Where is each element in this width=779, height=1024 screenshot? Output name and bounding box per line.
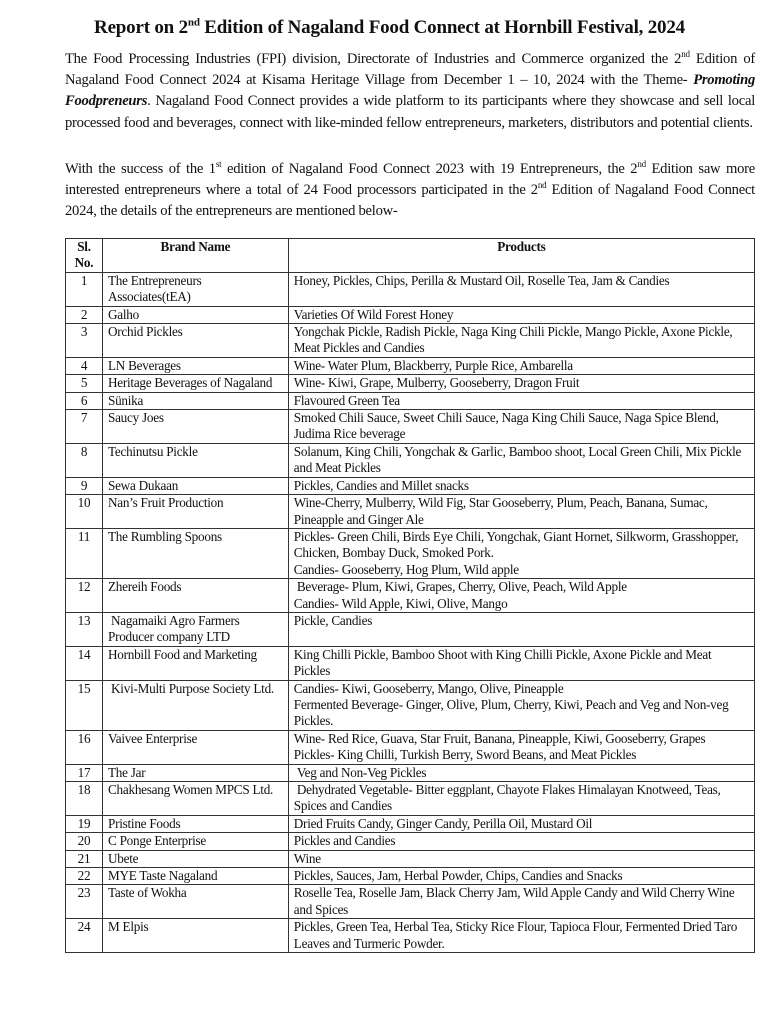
table-row [66,579,755,613]
product-line: Wine- Red Rice, Guava, Star Fruit, Banana, Pineapple, Kiwi, Gooseberry, Grapes [293,730,706,746]
title-text-after: Edition of Nagaland Food Connect at Hornbill Festival, 2024 [199,17,685,38]
cell-brand-name: MYE Taste Nagaland [102,868,288,885]
cell-sl-no: 18 [66,782,103,816]
table-row [66,375,755,392]
intro-text-2: Edition of Nagaland Food Connect 2024 at Kisama Heritage Village from December 1 – 10, 2024 with the Theme- [65,51,755,89]
table-row [66,324,755,358]
cell-products [288,612,754,646]
intro-paragraph [65,49,755,134]
table-row [66,868,755,885]
participation-sup-3: nd [537,180,547,191]
cell-sl-no: 13 [66,612,103,646]
cell-products [288,306,754,323]
cell-products [288,392,754,409]
cell-sl-no: 17 [66,764,103,781]
participation-text-4: Edition of Nagaland Food Connect 2024, the details of the entrepreneurs are mentioned below- [65,182,755,220]
cell-products [288,730,754,764]
cell-brand-name: M Elpis [102,919,288,953]
cell-sl-no: 15 [66,680,103,730]
participation-paragraph [65,159,755,223]
cell-sl-no: 4 [66,357,103,374]
table-row [66,410,755,444]
cell-sl-no: 8 [66,443,103,477]
cell-sl-no: 20 [66,833,103,850]
cell-sl-no: 24 [66,919,103,953]
intro-text-1: The Food Processing Industries (FPI) division, Directorate of Industries and Commerce organized the 2 [65,51,682,67]
cell-products [288,885,754,919]
product-line: Yongchak Pickle, Radish Pickle, Naga King Chili Pickle, Mango Pickle, Axone Pickle, Meat Pickles and Candies [293,324,733,356]
product-line: Smoked Chili Sauce, Sweet Chili Sauce, Naga King Chili Sauce, Naga Spice Blend, Judima Rice beverage [293,410,719,442]
product-line: Wine-Cherry, Mulberry, Wild Fig, Star Gooseberry, Plum, Peach, Banana, Sumac, Pineapple and Ginger Ale [293,495,708,527]
cell-brand-name: Heritage Beverages of Nagaland [102,375,288,392]
table-header-row [66,239,755,273]
product-line: Flavoured Green Tea [293,392,400,408]
cell-brand-name: Pristine Foods [102,815,288,832]
cell-sl-no: 23 [66,885,103,919]
product-line: Candies- Kiwi, Gooseberry, Mango, Olive, Pineapple [293,680,564,696]
product-line: Roselle Tea, Roselle Jam, Black Cherry Jam, Wild Apple Candy and Wild Cherry Wine and Spices [293,885,735,917]
cell-brand-name: The Entrepreneurs Associates(tEA) [102,272,288,306]
table-row [66,357,755,374]
cell-sl-no: 12 [66,579,103,613]
product-line: Beverage- Plum, Kiwi, Grapes, Cherry, Olive, Peach, Wild Apple [293,579,627,595]
product-line: Pickles- King Chilli, Turkish Berry, Sword Beans, and Meat Pickles [293,747,637,763]
intro-sup-1: nd [681,49,690,60]
product-line: Solanum, King Chili, Yongchak & Garlic, Bamboo shoot, Local Green Chili, Mix Pickle and Meat Pickles [293,443,742,476]
table-row [66,833,755,850]
cell-sl-no: 9 [66,477,103,494]
product-line: Pickle, Candies [293,612,373,628]
cell-products [288,782,754,816]
cell-products [288,443,754,477]
cell-products [288,646,754,680]
title-superscript: nd [187,16,200,29]
cell-brand-name: Saucy Joes [102,410,288,444]
product-line: Candies- Wild Apple, Kiwi, Olive, Mango [293,595,508,611]
product-line: Dried Fruits Candy, Ginger Candy, Perilla Oil, Mustard Oil [293,815,593,831]
participation-text-3: Edition saw more interested entrepreneurs where a total of 24 Food processors participated in the 2 [65,161,755,199]
table-row [66,495,755,529]
product-line: Wine- Water Plum, Blackberry, Purple Rice, Ambarella [293,357,573,373]
table-row [66,730,755,764]
cell-brand-name: Sewa Dukaan [102,477,288,494]
cell-brand-name: Nagamaiki Agro Farmers Producer company LTD [102,612,288,646]
table-row [66,477,755,494]
header-sl-no: Sl. No. [66,239,103,273]
cell-products [288,495,754,529]
product-line: Fermented Beverage- Ginger, Olive, Plum, Cherry, Kiwi, Peach and Veg and Non-veg Pickles. [293,696,729,729]
cell-brand-name: The Rumbling Spoons [102,528,288,578]
cell-products [288,528,754,578]
header-brand-name: Brand Name [102,239,288,273]
product-line: Dehydrated Vegetable- Bitter eggplant, Chayote Flakes Himalayan Knotweed, Teas, Spices and Candies [293,782,721,814]
cell-products [288,680,754,730]
cell-products [288,272,754,306]
product-line: Pickles and Candies [293,833,396,849]
cell-sl-no: 10 [66,495,103,529]
intro-text-3: . Nagaland Food Connect provides a wide platform to its participants where they showcase and sell local processed food and beverages, connect with like-minded fellow entrepreneurs, marketers, distributors and potential clients. [65,93,755,131]
table-row [66,612,755,646]
product-line: Wine [293,850,321,866]
cell-products [288,324,754,358]
cell-products [288,850,754,867]
cell-brand-name: Taste of Wokha [102,885,288,919]
table-row [66,306,755,323]
cell-products [288,375,754,392]
cell-products [288,833,754,850]
cell-sl-no: 21 [66,850,103,867]
table-row [66,443,755,477]
cell-sl-no: 11 [66,528,103,578]
cell-products [288,868,754,885]
cell-brand-name: Kivi-Multi Purpose Society Ltd. [102,680,288,730]
participation-text-1: With the success of the 1 [65,161,216,177]
table-row [66,919,755,953]
header-products: Products [288,239,754,273]
product-line: Wine- Kiwi, Grape, Mulberry, Gooseberry, Dragon Fruit [293,375,580,391]
cell-sl-no: 6 [66,392,103,409]
cell-sl-no: 14 [66,646,103,680]
table-row [66,764,755,781]
cell-sl-no: 22 [66,868,103,885]
entrepreneurs-table [65,238,755,953]
cell-brand-name: Ubete [102,850,288,867]
cell-brand-name: Zhereih Foods [102,579,288,613]
cell-brand-name: LN Beverages [102,357,288,374]
cell-brand-name: Vaivee Enterprise [102,730,288,764]
product-line: Candies- Gooseberry, Hog Plum, Wild apple [293,561,519,577]
product-line: King Chilli Pickle, Bamboo Shoot with King Chilli Pickle, Axone Pickle and Meat Pickles [293,646,712,679]
cell-sl-no: 19 [66,815,103,832]
cell-sl-no: 16 [66,730,103,764]
cell-products [288,410,754,444]
product-line: Pickles- Green Chili, Birds Eye Chili, Yongchak, Giant Hornet, Silkworm, Grasshopper, Chicken, Bombay Duck, Smoked Pork. [293,528,739,561]
table-row [66,392,755,409]
cell-products [288,579,754,613]
cell-brand-name: Galho [102,306,288,323]
theme-text: Promoting Foodpreneurs [65,72,755,110]
cell-brand-name: Nan’s Fruit Production [102,495,288,529]
table-body [66,272,755,952]
title-text-before: Report on 2 [94,17,188,38]
table-row [66,646,755,680]
participation-sup-2: nd [637,159,646,170]
cell-brand-name: Sünika [102,392,288,409]
cell-sl-no: 2 [66,306,103,323]
cell-products [288,477,754,494]
cell-brand-name: C Ponge Enterprise [102,833,288,850]
product-line: Pickles, Candies and Millet snacks [293,477,469,493]
cell-products [288,815,754,832]
cell-products [288,357,754,374]
cell-brand-name: The Jar [102,764,288,781]
cell-products [288,919,754,953]
participation-text-2: edition of Nagaland Food Connect 2023 with 19 Entrepreneurs, the 2 [221,161,638,177]
product-line: Honey, Pickles, Chips, Perilla & Mustard Oil, Roselle Tea, Jam & Candies [293,272,670,288]
table-row [66,528,755,578]
cell-products [288,764,754,781]
table-row [66,885,755,919]
cell-sl-no: 5 [66,375,103,392]
table-row [66,680,755,730]
table-row [66,815,755,832]
report-title [0,16,779,40]
table-row [66,782,755,816]
cell-sl-no: 7 [66,410,103,444]
cell-brand-name: Hornbill Food and Marketing [102,646,288,680]
product-line: Varieties Of Wild Forest Honey [293,306,454,322]
table-row [66,850,755,867]
cell-brand-name: Orchid Pickles [102,324,288,358]
cell-brand-name: Chakhesang Women MPCS Ltd. [102,782,288,816]
cell-sl-no: 3 [66,324,103,358]
cell-brand-name: Techinutsu Pickle [102,443,288,477]
participation-sup-1: st [215,159,222,170]
product-line: Pickles, Green Tea, Herbal Tea, Sticky Rice Flour, Tapioca Flour, Fermented Dried Taro Leaves and Turmeric Powder. [293,919,738,951]
cell-sl-no: 1 [66,272,103,306]
product-line: Pickles, Sauces, Jam, Herbal Powder, Chips, Candies and Snacks [293,868,623,884]
product-line: Veg and Non-Veg Pickles [293,764,427,780]
table-row [66,272,755,306]
